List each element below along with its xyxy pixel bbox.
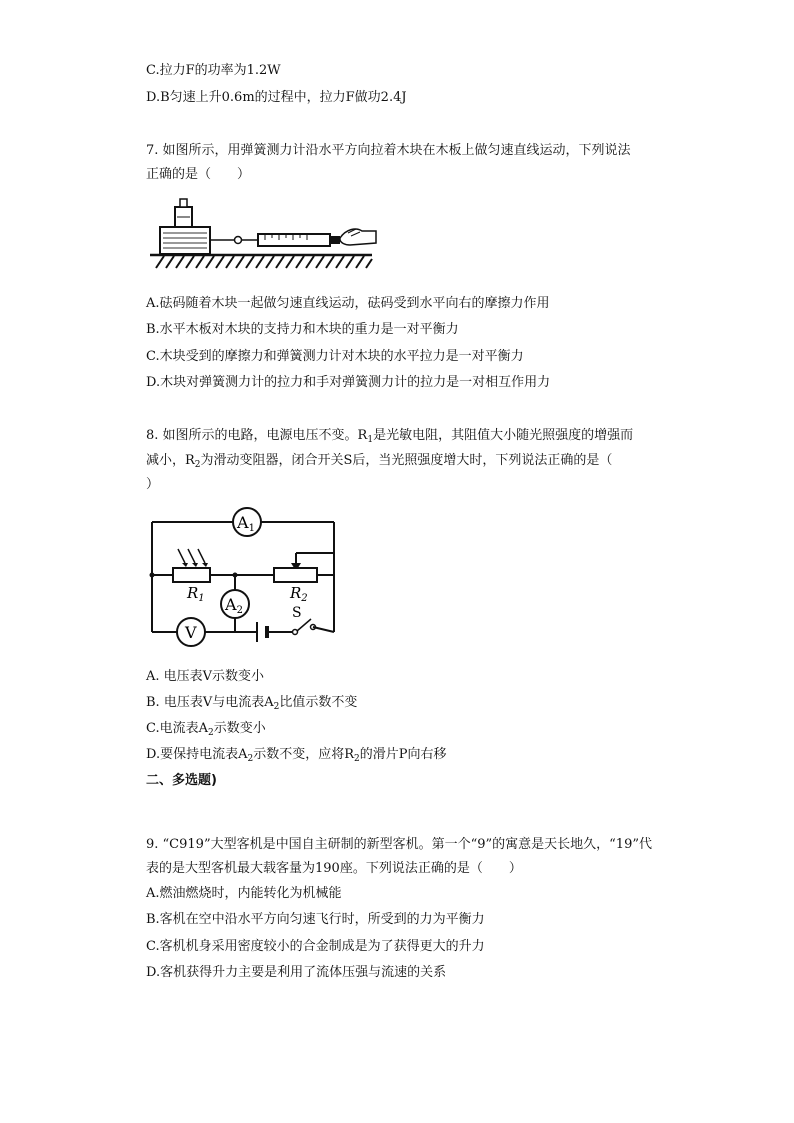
section-heading-multiple-choice: 二、多选题) xyxy=(146,773,217,788)
q7-spring-scale-figure xyxy=(150,193,380,278)
q7-option-a: A.砝码随着木块一起做匀速直线运动，砝码受到水平向右的摩擦力作用 xyxy=(146,296,550,311)
r2-label: $R_2$ xyxy=(290,584,308,604)
q8-option-c: C.电流表$A_2$示数变小 xyxy=(146,721,266,738)
q7-stem-line1: 7. 如图所示，用弹簧测力计沿水平方向拉着木块在木板上做匀速直线运动，下列说法 xyxy=(146,143,631,158)
q9-stem-line1: 9. “C919”大型客机是中国自主研制的新型客机。第一个“9”的寓意是天长地久，“19”代 xyxy=(146,837,652,852)
q8-option-b: B. 电压表V与电流表$A_2$比值示数不变 xyxy=(146,695,358,712)
voltmeter-label: V xyxy=(185,623,197,642)
r1-label: $R_1$ xyxy=(187,584,205,604)
q9-option-d: D.客机获得升力主要是利用了流体压强与流速的关系 xyxy=(146,965,447,980)
q9-option-a: A.燃油燃烧时，内能转化为机械能 xyxy=(146,886,342,901)
q8-stem-line3: ） xyxy=(146,477,160,492)
prev-option-d: D.B匀速上升0.6m的过程中，拉力F做功2.4J xyxy=(146,90,407,105)
q7-option-c: C.木块受到的摩擦力和弹簧测力计对木块的水平拉力是一对平衡力 xyxy=(146,349,524,364)
q9-stem-line2: 表的是大型客机最大载客量为190座。下列说法正确的是（ ） xyxy=(146,861,522,876)
q7-stem-line2: 正确的是（ ） xyxy=(146,167,251,182)
switch-label: S xyxy=(292,605,302,621)
q8-circuit-diagram xyxy=(145,505,345,655)
q9-option-b: B.客机在空中沿水平方向匀速飞行时，所受到的力为平衡力 xyxy=(146,912,485,927)
q8-stem-line1: 8. 如图所示的电路，电源电压不变。$R_1$是光敏电阻，其阻值大小随光照强度的增强而 xyxy=(146,428,634,445)
q8-option-d: D.要保持电流表$A_2$示数不变，应将$R_2$的滑片P向右移 xyxy=(146,747,447,764)
q7-option-b: B.水平木板对木块的支持力和木块的重力是一对平衡力 xyxy=(146,322,459,337)
q8-stem-line2: 减小，$R_2$为滑动变阻器，闭合开关S后，当光照强度增大时，下列说法正确的是（ xyxy=(146,453,613,470)
ammeter-a2-label: A2 xyxy=(225,595,243,616)
q8-option-a: A. 电压表V示数变小 xyxy=(146,669,265,684)
q9-option-c: C.客机机身采用密度较小的合金制成是为了获得更大的升力 xyxy=(146,939,485,954)
ammeter-a1-label: A1 xyxy=(237,513,255,534)
prev-option-c: C.拉力F的功率为1.2W xyxy=(146,63,281,78)
q7-option-d: D.木块对弹簧测力计的拉力和手对弹簧测力计的拉力是一对相互作用力 xyxy=(146,375,551,390)
